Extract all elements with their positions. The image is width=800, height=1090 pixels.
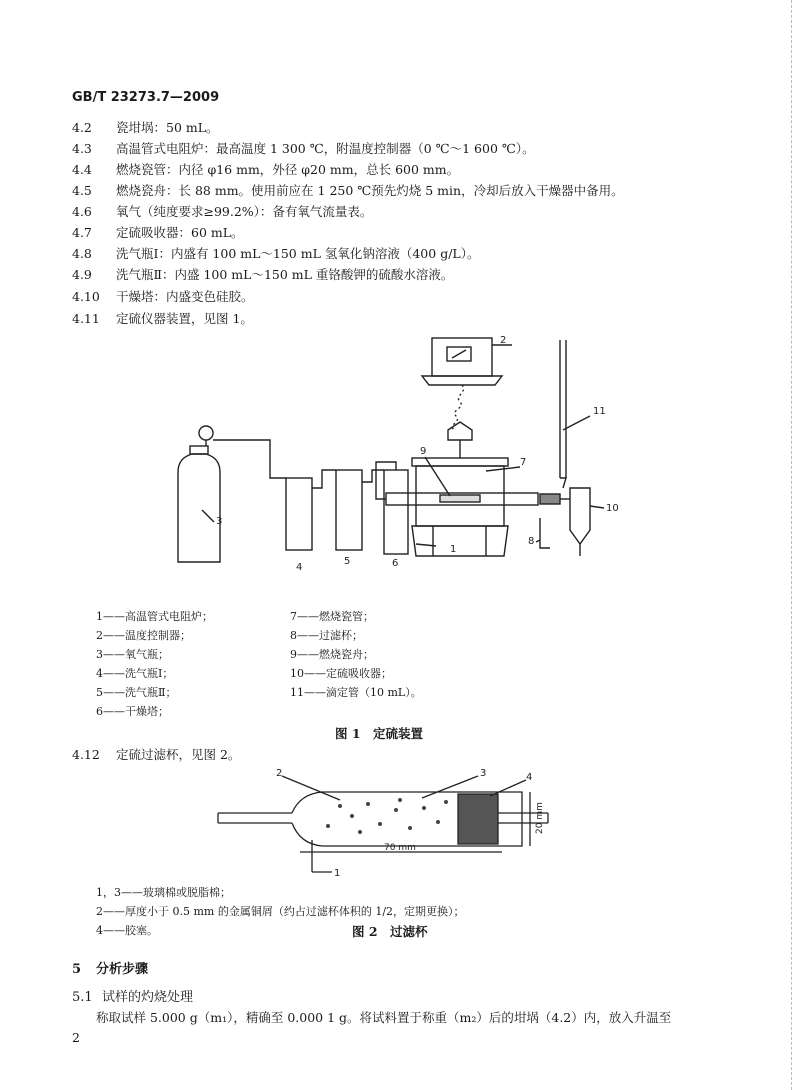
legend-number: 4 [96,924,103,937]
legend-row [96,684,213,703]
drying-tower [384,470,408,554]
item-text: 燃烧瓷管：内径 φ16 mm，外径 φ20 mm，总长 600 mm。 [116,162,460,177]
legend-text: ——滴定管（10 mL）。 [304,686,422,699]
item-4-3 [72,139,535,157]
figure-1-apparatus [150,330,630,585]
procedure-paragraph: 称取试样 5.000 g（m₁），精确至 0.000 1 g。将试料置于称重（m₂）后的坩埚（4.2）内，放入升温至 [96,1010,672,1025]
item-4-4 [72,160,459,178]
legend-row [96,627,213,646]
fig1-label-2: 2 [500,335,507,346]
legend-row [96,884,465,903]
oxygen-cylinder [178,454,223,562]
legend-row [290,608,422,627]
legend-row [290,627,422,646]
legend-number: 1，3 [96,886,121,899]
section-title: 试样的灼烧处理 [102,990,194,1005]
fig1-label-7: 7 [520,457,527,468]
page-number: 2 [72,1030,80,1045]
legend-number: 9 [290,648,297,661]
legend-text: ——胶塞。 [103,924,158,937]
item-number: 4.11 [72,311,100,326]
legend-text: ——过滤杯； [297,629,363,642]
item-number: 4.7 [72,225,92,240]
item-text: 洗气瓶Ⅱ：内盛 100 mL～150 mL 重铬酸钾的硫酸水溶液。 [116,267,454,282]
fig1-label-5: 5 [344,556,351,567]
item-number: 4.5 [72,183,92,198]
temperature-controller [432,338,492,376]
item-number: 4.4 [72,162,92,177]
combustion-boat [440,495,480,502]
legend-number: 4 [96,667,103,680]
section-number: 5 [72,962,82,977]
section-5-1-heading [72,986,193,1005]
fig2-label-2: 2 [276,768,283,779]
legend-number: 2 [96,905,103,918]
item-number: 4.8 [72,246,92,261]
legend-number: 1 [96,610,103,623]
item-number: 4.2 [72,120,92,135]
wash-bottle-2 [336,470,362,550]
legend-row [290,646,422,665]
fig1-label-10: 10 [606,503,619,514]
legend-text: ——玻璃棉或脱脂棉； [121,886,231,899]
item-4-8 [72,244,479,262]
item-text: 瓷坩埚：50 mL。 [116,120,219,135]
rubber-stopper [458,794,498,844]
sulfur-absorber [570,488,590,544]
legend-row [290,684,422,703]
item-4-10 [72,287,254,305]
item-4-6 [72,202,372,220]
item-text: 高温管式电阻炉：最高温度 1 300 ℃，附温度控制器（0 ℃～1 600 ℃）。 [116,141,535,156]
item-text: 氧气（纯度要求≥99.2%）：备有氧气流量表。 [116,204,373,219]
legend-row [290,665,422,684]
filter-cup [540,494,560,504]
fig2-dim-height: 20 mm [535,802,545,834]
legend-number: 5 [96,686,103,699]
figure-2-filter-cup [200,768,560,883]
legend-text: ——洗气瓶Ⅰ； [103,667,174,680]
legend-text: ——燃烧瓷管； [297,610,374,623]
item-text: 定硫仪器装置，见图 1。 [116,311,253,326]
item-text: 燃烧瓷舟：长 88 mm。使用前应在 1 250 ℃预先灼烧 5 min，冷却后放入干燥器中备用。 [116,183,624,198]
legend-text: ——洗气瓶Ⅱ； [103,686,177,699]
item-4-12 [72,745,240,763]
legend-row [96,703,213,722]
legend-text: ——高温管式电阻炉； [103,610,213,623]
fig1-label-8: 8 [528,536,535,547]
fig1-label-11: 11 [593,406,606,417]
item-4-5 [72,181,624,199]
fig2-dim-length: 70 mm [384,843,416,853]
legend-text: ——燃烧瓷舟； [297,648,374,661]
legend-number: 7 [290,610,297,623]
legend-number: 10 [290,667,304,680]
fig2-label-3: 3 [480,768,487,779]
pressure-gauge [199,426,213,440]
legend-number: 3 [96,648,103,661]
item-4-2 [72,118,219,136]
item-text: 干燥塔：内盛变色硅胶。 [116,289,254,304]
section-title: 分析步骤 [96,962,149,977]
item-4-11 [72,309,253,327]
item-number: 4.10 [72,289,100,304]
page-edge [790,0,792,1090]
section-5-heading [72,958,148,977]
fig2-label-1: 1 [334,868,341,879]
fig1-label-6: 6 [392,558,399,569]
item-4-7 [72,223,244,241]
legend-number: 8 [290,629,297,642]
wash-bottle-1 [286,478,312,550]
item-number: 4.12 [72,747,100,762]
legend-row [96,608,213,627]
fig1-legend-right [290,608,422,703]
item-number: 4.3 [72,141,92,156]
item-number: 4.9 [72,267,92,282]
item-text: 定硫过滤杯，见图 2。 [116,747,241,762]
legend-text: ——氧气瓶； [103,648,169,661]
legend-row [96,665,213,684]
fig1-label-1: 1 [450,544,457,555]
item-4-9 [72,265,453,283]
fig2-caption: 图 2 过滤杯 [352,924,428,939]
item-number: 4.6 [72,204,92,219]
legend-text: ——定硫吸收器； [304,667,392,680]
legend-row [96,903,465,922]
fig1-label-4: 4 [296,562,303,573]
fig1-label-9: 9 [420,446,427,457]
copper-shavings [326,798,448,834]
legend-text: ——干燥塔； [103,705,169,718]
fig1-label-3: 3 [216,516,223,527]
fig2-label-4: 4 [526,772,533,783]
legend-text: ——厚度小于 0.5 mm 的金属铜屑（约占过滤杯体积的 1/2，定期更换）； [103,905,465,918]
legend-number: 2 [96,629,103,642]
fig1-caption: 图 1 定硫装置 [335,726,424,741]
legend-number: 11 [290,686,304,699]
legend-text: ——温度控制器； [103,629,191,642]
item-text: 洗气瓶Ⅰ：内盛有 100 mL～150 mL 氢氧化钠溶液（400 g/L）。 [116,246,480,261]
legend-number: 6 [96,705,103,718]
legend-row [96,646,213,665]
standard-number: GB/T 23273.7—2009 [72,90,220,105]
item-text: 定硫吸收器：60 mL。 [116,225,244,240]
fig1-legend-left [96,608,213,722]
section-number: 5.1 [72,990,93,1005]
